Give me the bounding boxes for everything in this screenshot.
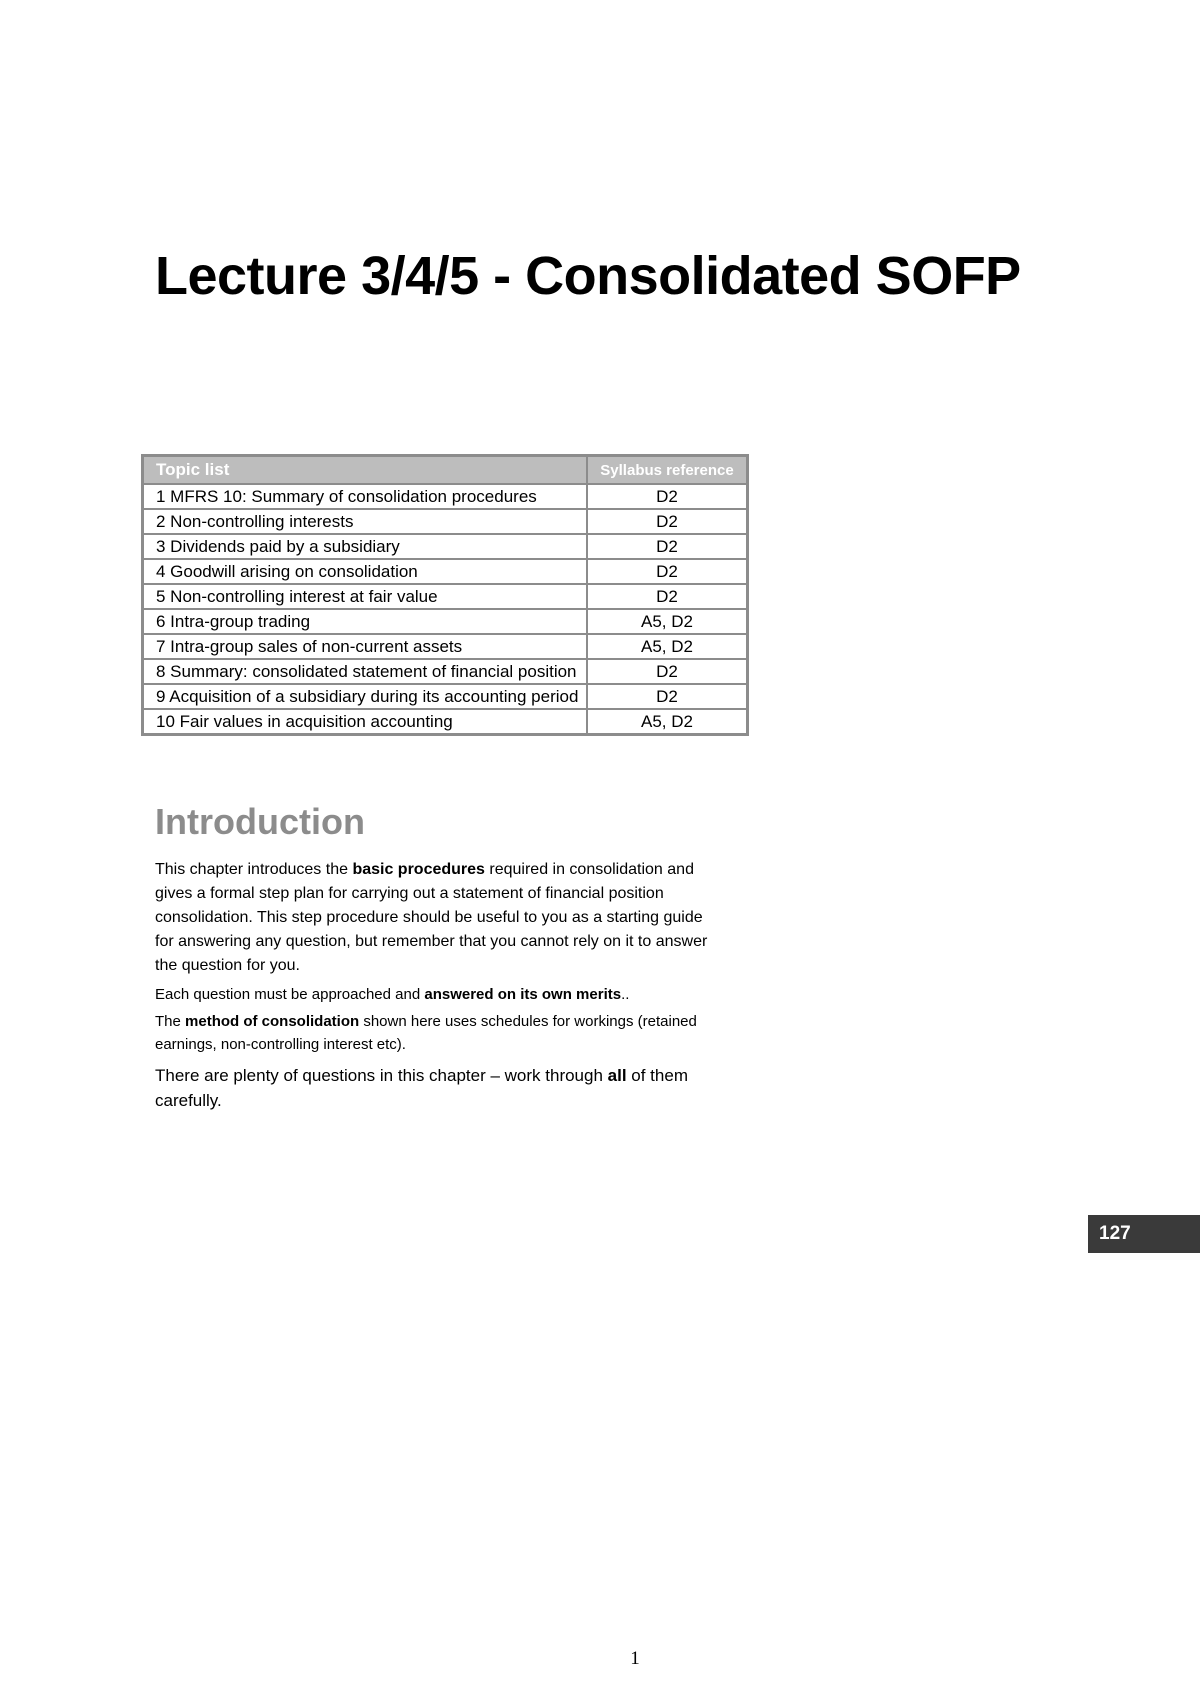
syllabus-reference-cell: D2 xyxy=(587,534,748,559)
table-row xyxy=(143,609,748,634)
syllabus-reference-cell: D2 xyxy=(587,684,748,709)
topic-cell: 4 Goodwill arising on consolidation xyxy=(143,559,588,584)
page-title: Lecture 3/4/5 - Consolidated SOFP xyxy=(155,246,1021,306)
syllabus-reference-cell: A5, D2 xyxy=(587,709,748,735)
table-row xyxy=(143,484,748,509)
table-row xyxy=(143,509,748,534)
table-row xyxy=(143,534,748,559)
topic-cell: 10 Fair values in acquisition accounting xyxy=(143,709,588,735)
intro-paragraph-4: There are plenty of questions in this chapter – work through all of them carefully. xyxy=(155,1066,688,1110)
table-row xyxy=(143,709,748,735)
topic-cell: 8 Summary: consolidated statement of financial position xyxy=(143,659,588,684)
syllabus-reference-cell: D2 xyxy=(587,509,748,534)
syllabus-reference-column-header: Syllabus reference xyxy=(587,456,748,485)
topic-cell: 2 Non-controlling interests xyxy=(143,509,588,534)
topic-cell: 7 Intra-group sales of non-current assets xyxy=(143,634,588,659)
table-row xyxy=(143,659,748,684)
table-row xyxy=(143,559,748,584)
intro-paragraph-3: The method of consolidation shown here uses schedules for workings (retained earnings, non-controlling interest etc). xyxy=(155,1013,697,1053)
topic-cell: 5 Non-controlling interest at fair value xyxy=(143,584,588,609)
syllabus-reference-cell: D2 xyxy=(587,584,748,609)
syllabus-reference-cell: D2 xyxy=(587,659,748,684)
table-row xyxy=(143,684,748,709)
intro-paragraph-2: Each question must be approached and answered on its own merits.. xyxy=(155,986,630,1003)
table-header-row xyxy=(143,456,748,485)
syllabus-reference-cell: D2 xyxy=(587,484,748,509)
topic-list-table xyxy=(141,454,749,736)
syllabus-reference-cell: A5, D2 xyxy=(587,634,748,659)
chapter-page-tab: 127 xyxy=(1088,1215,1200,1253)
syllabus-reference-cell: D2 xyxy=(587,559,748,584)
topic-cell: 3 Dividends paid by a subsidiary xyxy=(143,534,588,559)
topic-column-header: Topic list xyxy=(143,456,588,485)
topic-cell: 9 Acquisition of a subsidiary during its accounting period xyxy=(143,684,588,709)
intro-paragraph-1: This chapter introduces the basic procedures required in consolidation and gives a formal step plan for carrying out a statement of financial position consolidation. This step procedure should be useful to you as a starting guide for answering any question, but remember that you cannot rely on it to answer the question for you. xyxy=(155,861,708,974)
table-row xyxy=(143,634,748,659)
topic-cell: 6 Intra-group trading xyxy=(143,609,588,634)
page-number: 1 xyxy=(630,1648,640,1669)
table-row xyxy=(143,584,748,609)
topic-cell: 1 MFRS 10: Summary of consolidation procedures xyxy=(143,484,588,509)
introduction-heading: Introduction xyxy=(155,801,365,842)
syllabus-reference-cell: A5, D2 xyxy=(587,609,748,634)
